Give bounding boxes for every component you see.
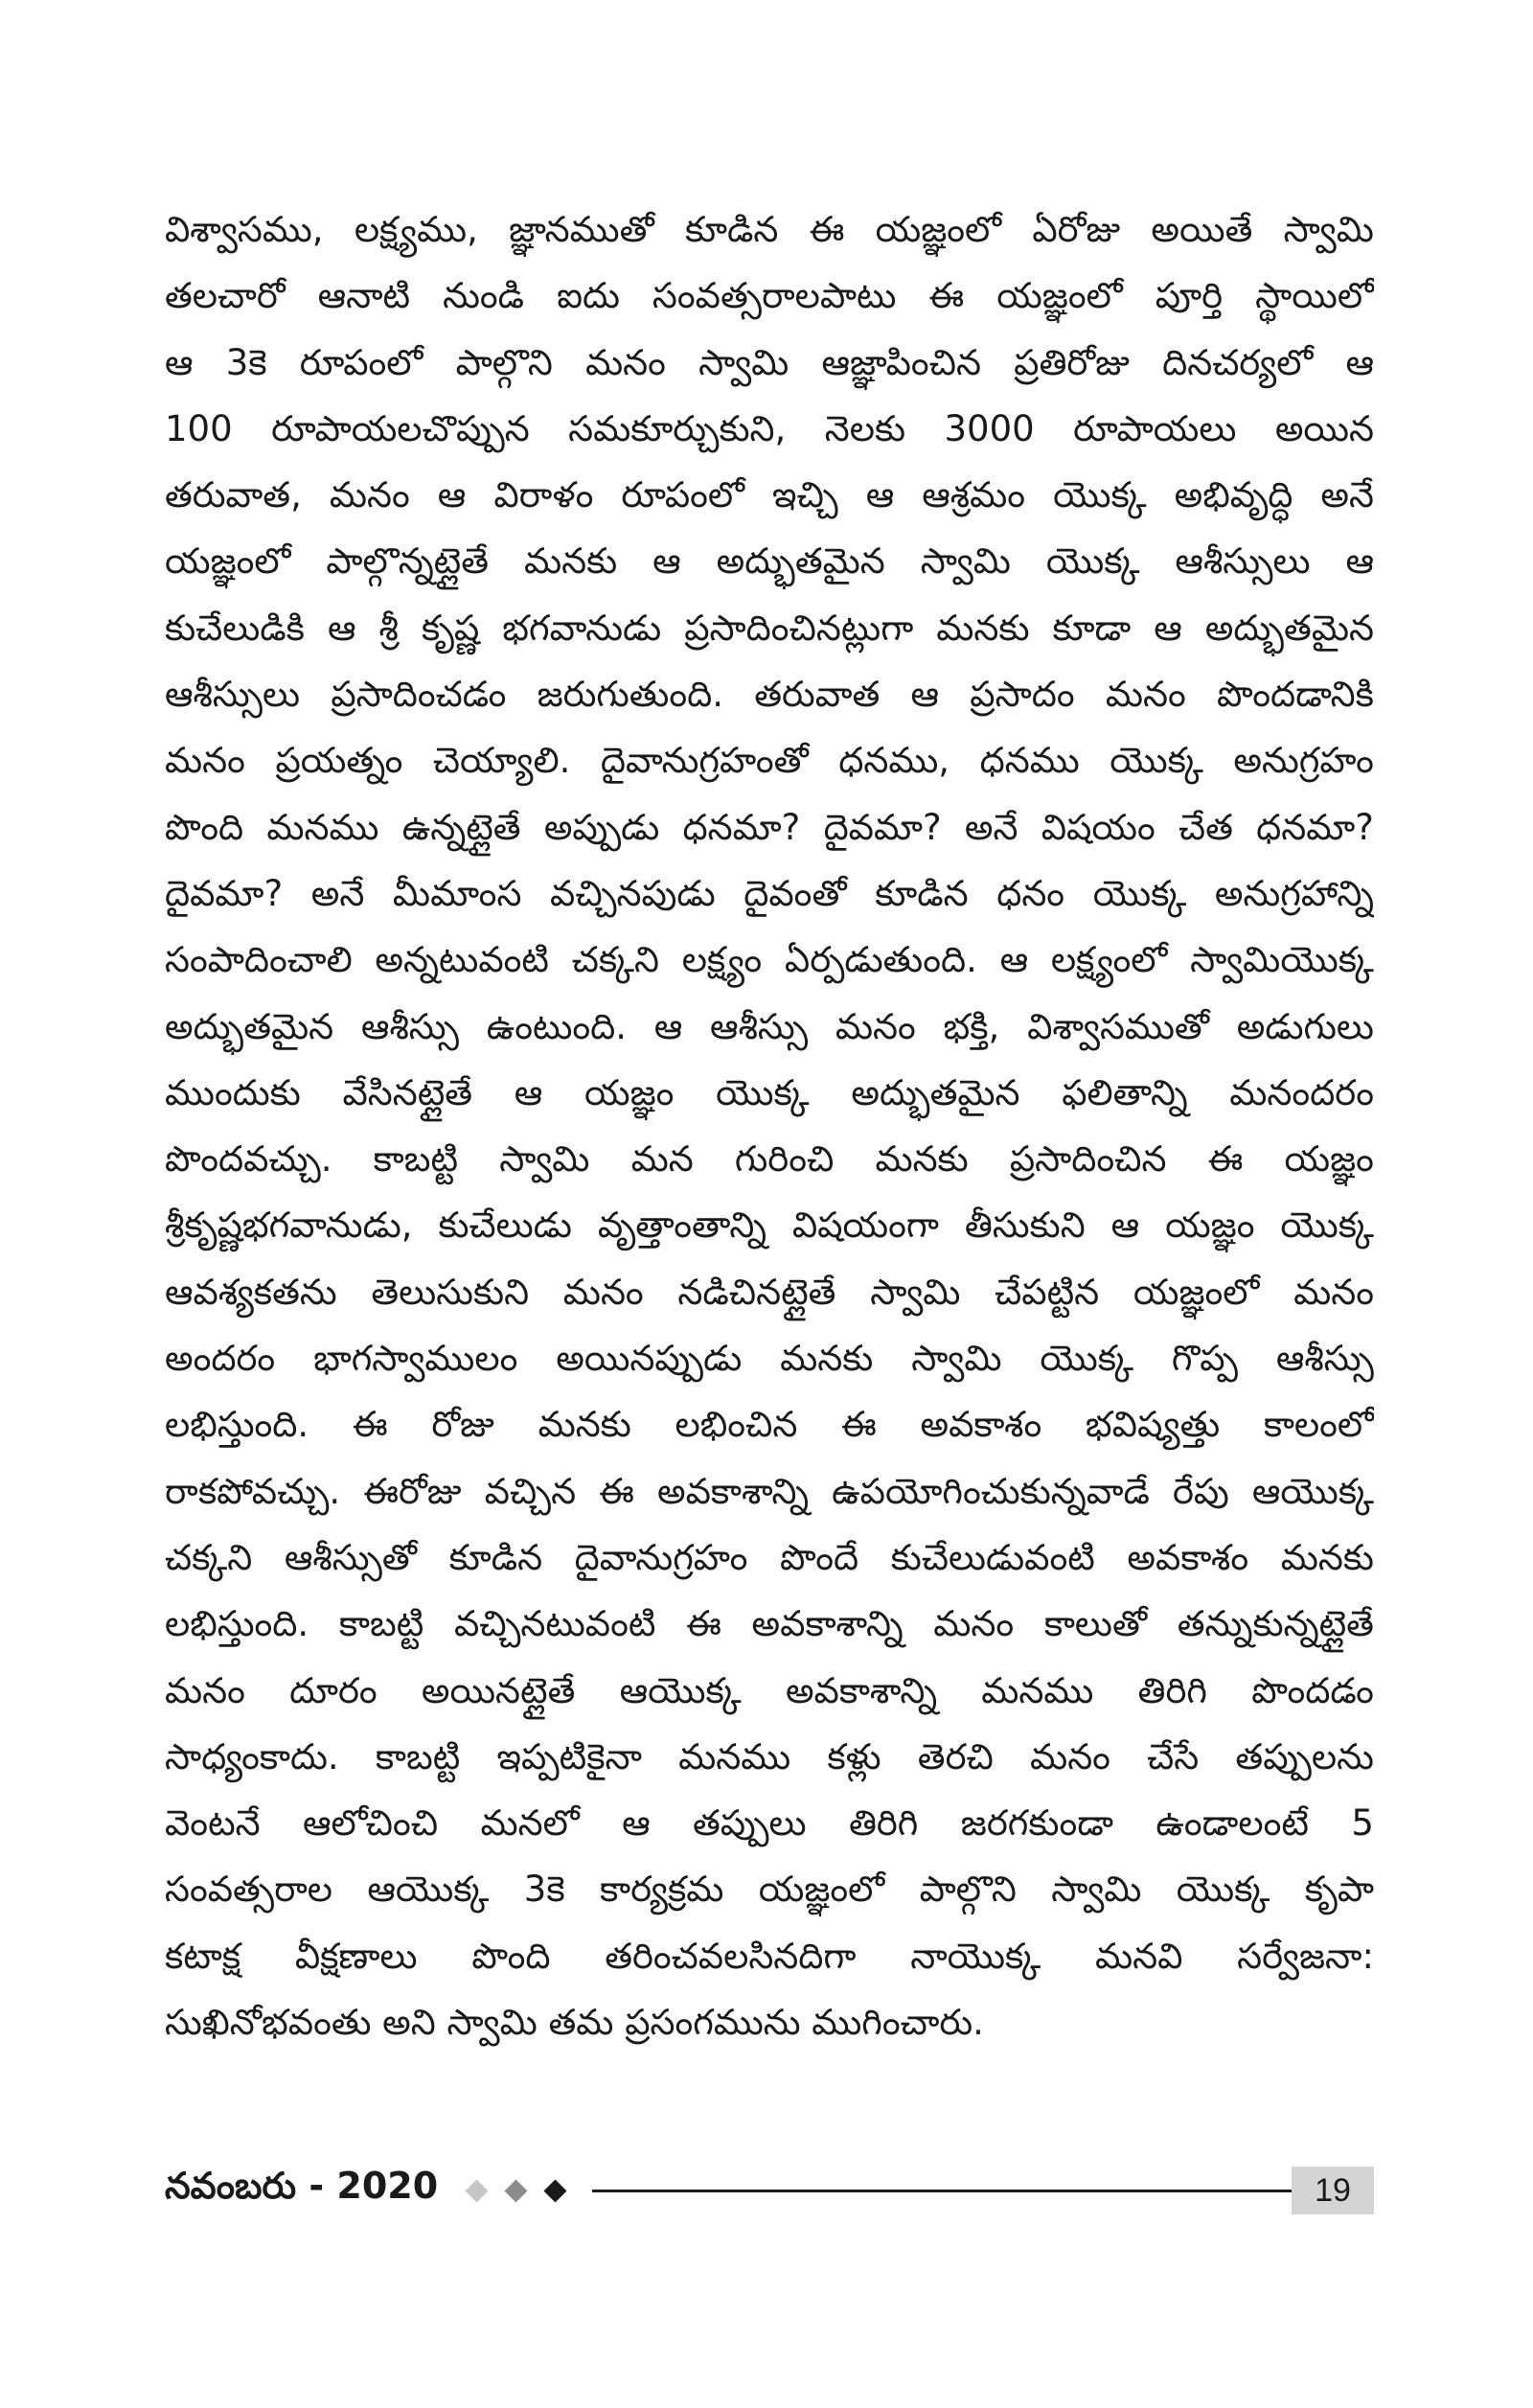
text-line: చక్కని ఆశీస్సుతో కూడిన దైవానుగ్రహం పొందే కుచేలుడువంటి అవకాశం మనకు xyxy=(165,1536,1374,1578)
text-line: పొందవచ్చు. కాబట్టి స్వామి మన గురించి మనకు ప్రసాదించిన ఈ యజ్ఞం xyxy=(165,1138,1374,1181)
text-line: అందరం భాగస్వాములం అయినప్పుడు మనకు స్వామి యొక్క గొప్ప ఆశీస్సు xyxy=(165,1338,1374,1380)
diamond-dark-icon xyxy=(544,2179,567,2202)
text-line: ఆశీస్సులు ప్రసాదించడం జరుగుతుంది. తరువాత ఆ ప్రసాదం మనం పొందడానికి xyxy=(165,674,1374,716)
text-line: వెంటనే ఆలోచించి మనలో ఆ తప్పులు తిరిగి జరగకుండా ఉండాలంటే 5 xyxy=(165,1802,1374,1845)
text-line: సుఖినోభవంతు అని స్వామి తమ ప్రసంగమును ముగించారు. xyxy=(165,2002,984,2044)
text-line: మనం ప్రయత్నం చెయ్యాలి. దైవానుగ్రహంతో ధనము, ధనము యొక్క అనుగ్రహం xyxy=(165,740,1374,782)
text-line: రాకపోవచ్చు. ఈరోజు వచ్చిన ఈ అవకాశాన్ని ఉపయోగించుకున్నవాడే రేపు ఆయొక్క xyxy=(165,1470,1374,1512)
footer-ornament xyxy=(457,2183,575,2199)
page-footer xyxy=(165,2164,1374,2217)
text-line: విశ్వాసము, లక్ష్యము, జ్ఞానముతో కూడిన ఈ యజ్ఞంలో ఏరోజు అయితే స్వామి xyxy=(165,209,1374,250)
text-line: సంవత్సరాల ఆయొక్క 3కె కార్యక్రమ యజ్ఞంలో పాల్గొని స్వామి యొక్క కృపా xyxy=(165,1869,1374,1911)
article-body xyxy=(165,196,1374,2055)
text-line: తలచారో ఆనాటి నుండి ఐదు సంవత్సరాలపాటు ఈ యజ్ఞంలో పూర్తి స్థాయిలో xyxy=(165,275,1374,317)
text-line: యజ్ఞంలో పాల్గొన్నట్లైతే మనకు ఆ అద్భుతమైన స్వామి యొక్క ఆశీస్సులు ఆ xyxy=(165,540,1374,583)
text-line: కుచేలుడికి ఆ శ్రీ కృష్ణ భగవానుడు ప్రసాదించినట్లుగా మనకు కూడా ఆ అద్భుతమైన xyxy=(165,607,1374,649)
text-line: లభిస్తుంది. ఈ రోజు మనకు లభించిన ఈ అవకాశం భవిష్యత్తు కాలంలో xyxy=(165,1404,1374,1446)
text-line: లభిస్తుంది. కాబట్టి వచ్చినటువంటి ఈ అవకాశాన్ని మనం కాలుతో తన్నుకున్నట్లైతే xyxy=(165,1603,1374,1645)
text-line: సంపాదించాలి అన్నటువంటి చక్కని లక్ష్యం ఏర్పడుతుంది. ఆ లక్ష్యంలో స్వామియొక్క xyxy=(165,939,1374,981)
diamond-light-icon xyxy=(466,2179,489,2202)
text-line: 100 రూపాయలచొప్పున సమకూర్చుకుని, నెలకు 3000 రూపాయలు అయిన xyxy=(165,407,1374,449)
text-line: అద్భుతమైన ఆశీస్సు ఉంటుంది. ఆ ఆశీస్సు మనం భక్తి, విశ్వాసముతో అడుగులు xyxy=(165,1005,1374,1047)
page-number: 19 xyxy=(1292,2167,1374,2214)
text-line: ఆవశ్యకతను తెలుసుకుని మనం నడిచినట్లైతే స్వామి చేపట్టిన యజ్ఞంలో మనం xyxy=(165,1271,1374,1313)
text-line: కటాక్ష వీక్షణాలు పొంది తరించవలసినదిగా నాయొక్క మనవి సర్వేజనా: xyxy=(165,1935,1374,1977)
text-line: మనం దూరం అయినట్లైతే ఆయొక్క అవకాశాన్ని మనము తిరిగి పొందడం xyxy=(165,1669,1374,1711)
text-line: ముందుకు వేసినట్లైతే ఆ యజ్ఞం యొక్క అద్భుతమైన ఫలితాన్ని మనందరం xyxy=(165,1071,1374,1113)
text-line: తరువాత, మనం ఆ విరాళం రూపంలో ఇచ్చి ఆ ఆశ్రమం యొక్క అభివృద్ధి అనే xyxy=(165,474,1374,516)
text-line: సాధ్యంకాదు. కాబట్టి ఇప్పటికైనా మనము కళ్లు తెరచి మనం చేసే తప్పులను xyxy=(165,1735,1374,1777)
diamond-medium-icon xyxy=(505,2179,528,2202)
text-line: దైవమా? అనే మీమాంస వచ్చినపుడు దైవంతో కూడిన ధనం యొక్క అనుగ్రహాన్ని xyxy=(165,872,1374,914)
text-line: శ్రీకృష్ణభగవానుడు, కుచేలుడు వృత్తాంతాన్ని విషయంగా తీసుకుని ఆ యజ్ఞం యొక్క xyxy=(165,1204,1374,1247)
footer-month-year: నవంబరు - 2020 xyxy=(165,2165,439,2207)
text-line: పొంది మనము ఉన్నట్లైతే అప్పుడు ధనమా? దైవమా? అనే విషయం చేత ధనమా? xyxy=(165,806,1374,848)
text-line: ఆ 3కె రూపంలో పాల్గొని మనం స్వామి ఆజ్ఞాపించిన ప్రతిరోజు దినచర్యలో ఆ xyxy=(165,341,1374,383)
footer-rule xyxy=(592,2190,1292,2192)
